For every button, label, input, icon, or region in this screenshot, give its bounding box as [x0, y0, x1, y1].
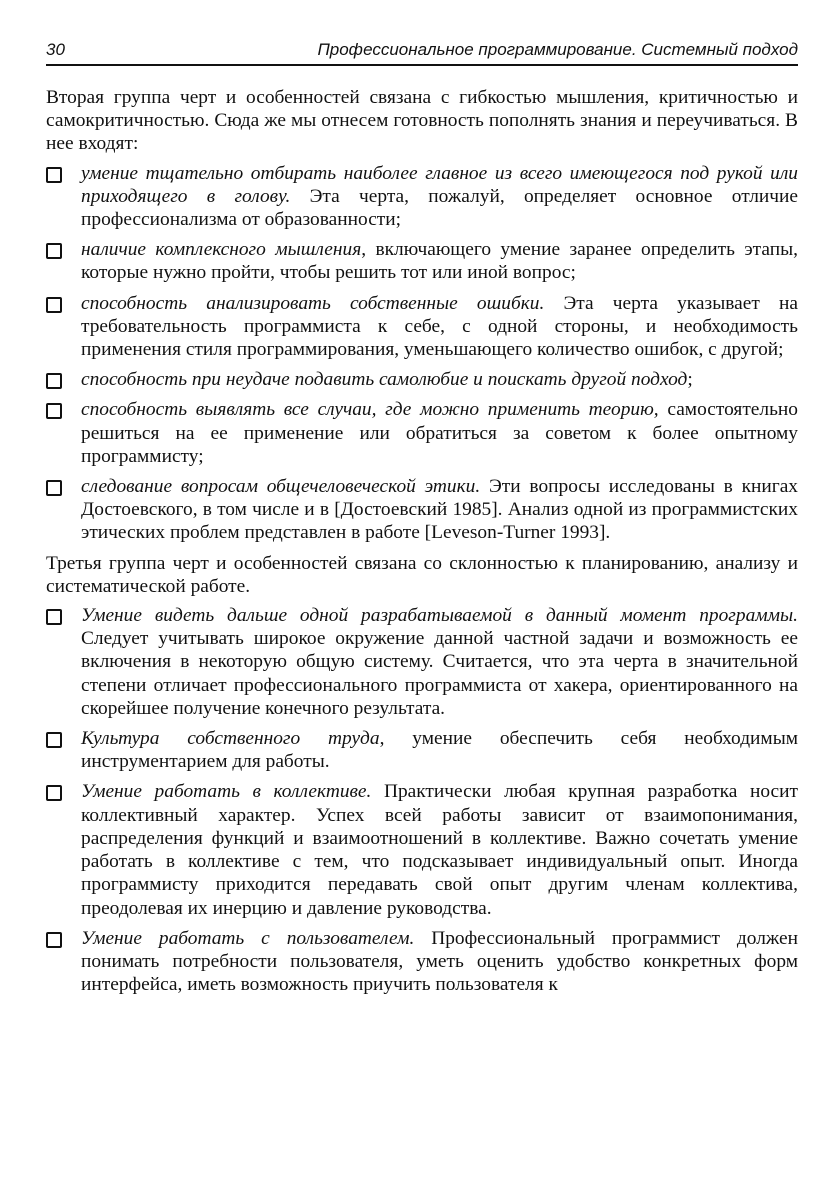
- item-text: , включающего умение заранее определить этапы, которые нужно пройти, чтобы решить тот или иной вопрос;: [81, 239, 798, 284]
- checkbox-bullet-icon: [46, 732, 62, 748]
- list-item: [46, 238, 798, 284]
- checkbox-bullet-icon: [46, 932, 62, 948]
- third-group-paragraph: Третья группа черт и особенностей связана со склонностью к планированию, анализу и систематической работе.: [46, 552, 798, 597]
- item-emphasis: Умение работать с пользователем.: [81, 927, 415, 949]
- item-emphasis: наличие комплексного мышления: [81, 239, 362, 261]
- item-text: Эта черта, пожалуй, определяет основное отличие профессионализма от образованности;: [81, 185, 798, 231]
- checkbox-bullet-icon: [46, 297, 62, 313]
- item-text: Эта черта указывает на требовательность программиста к себе, с одной стороны, и необходимость применения стиля программирования, уменьшающего количество ошибок, с другой;: [81, 292, 798, 361]
- list-item: [46, 927, 798, 997]
- checkbox-bullet-icon: [46, 403, 62, 419]
- item-emphasis: Умение работать в коллективе.: [81, 781, 372, 803]
- third-group-list: [46, 604, 798, 996]
- running-title: Профессиональное программирование. Системный подход: [317, 40, 798, 59]
- item-emphasis: умение тщательно отбирать наиболее главное из всего имеющегося под рукой или приходящего в голову.: [81, 162, 798, 207]
- item-text: самостоятельно решиться на ее применение или обратиться за советом к более опытному программисту;: [81, 399, 798, 467]
- item-text: Следует учитывать широкое окружение данной частной задачи и возможность ее включения в некоторую общую систему. Считается, что эта черта в значительной степени отличает профессионального программиста от хакера, ориентированного на скорейшее получение конечного результата.: [81, 628, 798, 719]
- list-item: [46, 292, 798, 362]
- list-item: [46, 604, 798, 720]
- checkbox-bullet-icon: [46, 609, 62, 625]
- item-text: ;: [687, 369, 693, 391]
- item-text: Практически любая крупная разработка носит коллективный характер. Успех всей работы зависит от взаимопонимания, распределения функций и взаимоотношений в коллективе. Важно сочетать умение работать в коллективе с тем, что подсказывает индивидуальный опыт. Иногда программисту приходится передавать свой опыт другим членам коллектива, преодолевая их инерцию и давление руководства.: [81, 781, 798, 919]
- item-emphasis: способность при неудаче подавить самолюбие и поискать другой подход: [81, 369, 688, 391]
- list-item: [46, 368, 798, 391]
- checkbox-bullet-icon: [46, 785, 62, 801]
- second-group-list: [46, 162, 798, 545]
- list-item: [46, 727, 798, 773]
- item-emphasis: следование вопросам общечеловеческой этики.: [81, 476, 481, 498]
- list-item: [46, 780, 798, 919]
- item-text: Эти вопросы исследованы в книгах Достоевского, в том числе и в [Достоевский 1985]. Анализ одной из программистских этических проблем представлен в работе [Leveson-Turner 1993].: [81, 476, 799, 544]
- checkbox-bullet-icon: [46, 373, 62, 389]
- page-body: [46, 86, 798, 1003]
- checkbox-bullet-icon: [46, 480, 62, 496]
- checkbox-bullet-icon: [46, 167, 62, 183]
- item-text: Профессиональный программист должен понимать потребности пользователя, уметь оценить удобство конкретных форм интерфейса, иметь возможность приучить пользователя к: [81, 927, 798, 996]
- item-emphasis: способность анализировать собственные ошибки.: [81, 292, 545, 314]
- checkbox-bullet-icon: [46, 243, 62, 259]
- item-emphasis: Умение видеть дальше одной разрабатываемой в данный момент программы.: [81, 605, 798, 627]
- intro-paragraph: Вторая группа черт и особенностей связана с гибкостью мышления, критичностью и самокритичностью. Сюда же мы отнесем готовность пополнять знания и переучиваться. В нее входят:: [46, 87, 798, 155]
- item-emphasis: способность выявлять все случаи, где можно применить теорию,: [81, 399, 659, 421]
- list-item: [46, 398, 798, 468]
- list-item: [46, 475, 798, 545]
- running-header: [46, 38, 798, 66]
- page-number: 30: [46, 40, 65, 59]
- list-item: [46, 162, 798, 232]
- item-text: , умение обеспечить себя необходимым инструментарием для работы.: [81, 728, 799, 773]
- item-emphasis: Культура собственного труда: [81, 728, 380, 750]
